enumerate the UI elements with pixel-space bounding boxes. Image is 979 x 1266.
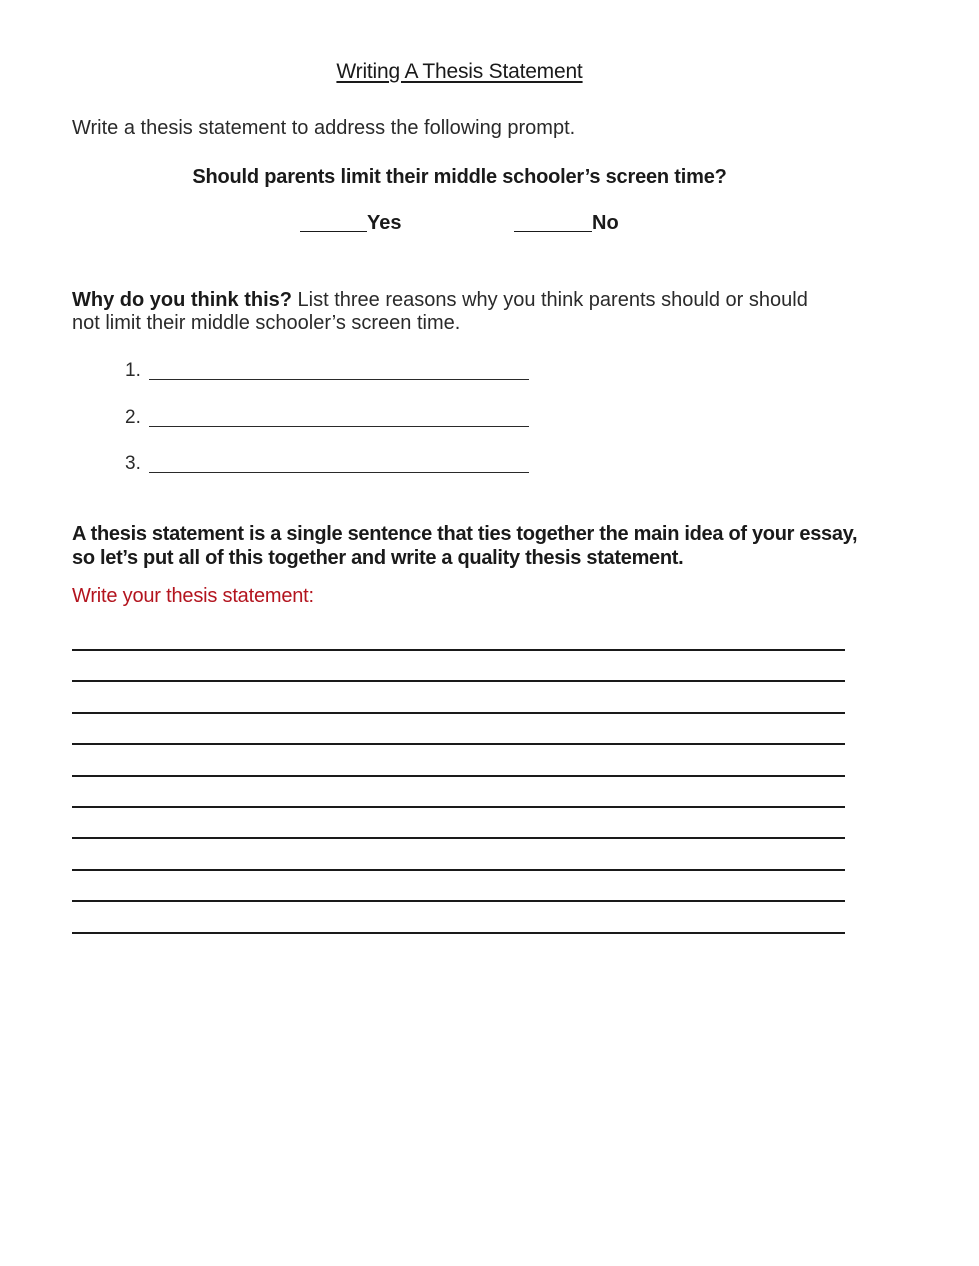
thesis-answer-line[interactable] bbox=[72, 837, 845, 839]
thesis-answer-line[interactable] bbox=[72, 932, 845, 934]
reason-blank-3[interactable] bbox=[149, 472, 529, 473]
prompt-question: Should parents limit their middle schooler’s screen time? bbox=[192, 166, 727, 188]
yes-choice[interactable] bbox=[300, 212, 401, 235]
thesis-answer-line[interactable] bbox=[72, 806, 845, 808]
yes-label: Yes bbox=[367, 212, 402, 234]
thesis-answer-line[interactable] bbox=[72, 680, 845, 682]
no-label: No bbox=[592, 212, 619, 234]
reason-number: 1. bbox=[125, 360, 141, 381]
reason-blank-1[interactable] bbox=[149, 379, 529, 380]
reason-item[interactable] bbox=[125, 453, 529, 475]
thesis-call-to-action: Write your thesis statement: bbox=[72, 585, 314, 607]
instruction-text: Write a thesis statement to address the following prompt. bbox=[72, 117, 576, 139]
thesis-answer-line[interactable] bbox=[72, 712, 845, 714]
reason-blank-2[interactable] bbox=[149, 426, 529, 427]
reason-number: 3. bbox=[125, 453, 141, 474]
reason-item[interactable] bbox=[125, 407, 529, 429]
reason-number: 2. bbox=[125, 407, 141, 428]
summary-paragraph: A thesis statement is a single sentence that ties together the main idea of your essay, so let’s put all of this together and write a quality thesis statement. bbox=[72, 523, 858, 569]
thesis-answer-lines[interactable] bbox=[72, 649, 845, 963]
thesis-answer-line[interactable] bbox=[72, 649, 845, 651]
no-choice[interactable] bbox=[514, 212, 619, 235]
thesis-answer-line[interactable] bbox=[72, 775, 845, 777]
why-text: List three reasons why you think parents should or should not limit their middle schooler’s screen time. bbox=[72, 289, 808, 334]
thesis-answer-line[interactable] bbox=[72, 743, 845, 745]
why-paragraph bbox=[72, 289, 832, 335]
no-blank[interactable] bbox=[514, 231, 592, 232]
thesis-answer-line[interactable] bbox=[72, 869, 845, 871]
why-lead: Why do you think this? bbox=[72, 289, 292, 311]
reason-item[interactable] bbox=[125, 360, 529, 382]
thesis-answer-line[interactable] bbox=[72, 900, 845, 902]
worksheet-title: Writing A Thesis Statement bbox=[336, 60, 583, 83]
yes-blank[interactable] bbox=[300, 231, 367, 232]
